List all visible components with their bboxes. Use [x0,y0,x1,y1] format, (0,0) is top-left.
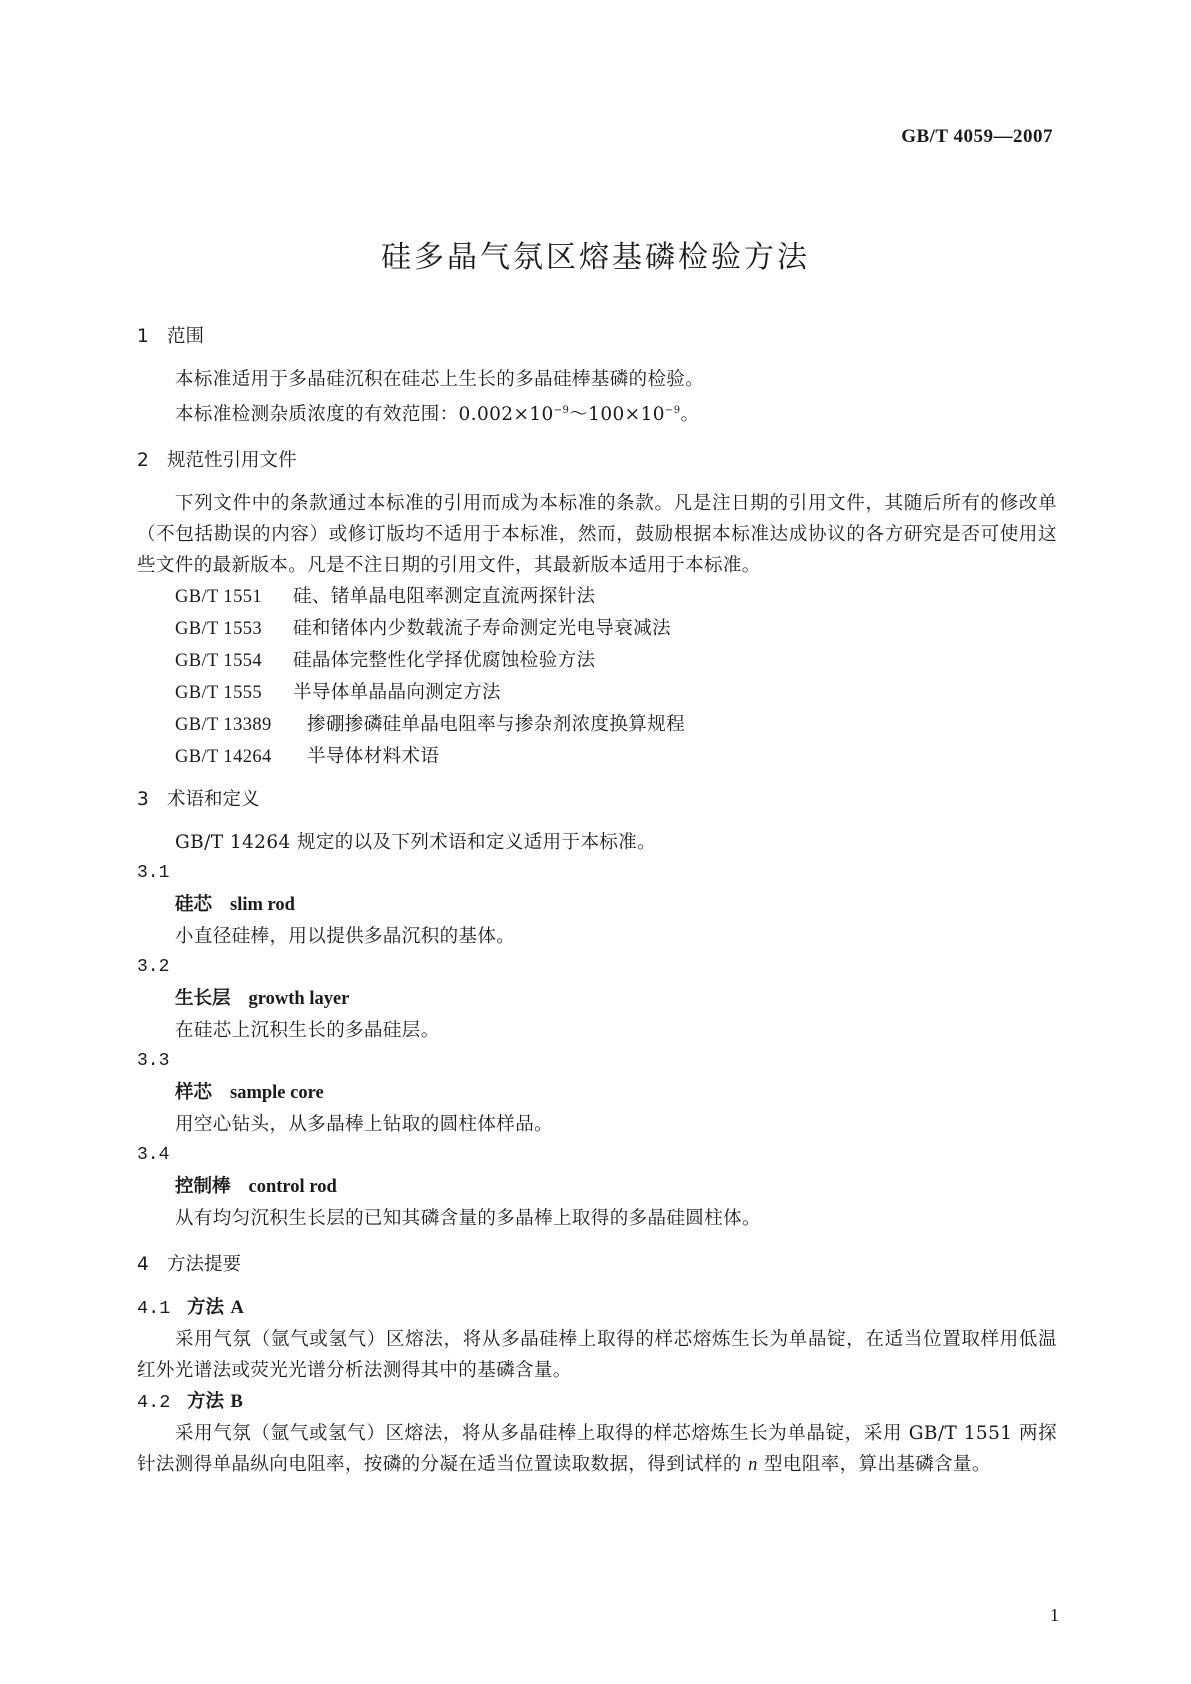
reference-item: GB/T 1553 硅和锗体内少数载流子寿命测定光电导衰减法 [175,618,672,639]
term-heading: 样芯 sample core [175,1082,324,1103]
term-definition: 在硅芯上沉积生长的多晶硅层。 [175,1020,440,1041]
page-number: 1 [1050,1605,1059,1625]
scope-paragraph-1: 本标准适用于多晶硅沉积在硅芯上生长的多晶硅棒基磷的检验。 [175,369,705,390]
term-definition: 用空心钻头，从多晶棒上钻取的圆柱体样品。 [175,1114,554,1135]
scope-paragraph-2: 本标准检测杂质浓度的有效范围：$0.002\times 10^{-9}\sim 100\times 10^{-9}$。 [175,404,700,425]
section-2-heading: 2 规范性引用文件 [137,450,297,471]
document-title: 硅多晶气氛区熔基磷检验方法 [381,240,810,275]
reference-item: GB/T 1555 半导体单晶晶向测定方法 [175,682,501,703]
reference-item: GB/T 1554 硅晶体完整性化学择优腐蚀检验方法 [175,650,596,671]
term-number: 3.3 [137,1051,170,1071]
method-b-paragraph: 采用气氛（氩气或氢气）区熔法，将从多晶硅棒上取得的样芯熔炼生长为单晶锭，采用 GB/T 1551 两探针法测得单晶纵向电阻率，按磷的分凝在适当位置读取数据，得到试样的 n 型电阻率，算出基磷含量。 [137,1423,1057,1475]
term-number: 3.1 [137,863,170,883]
standard-code: GB/T 4059—2007 [901,126,1053,147]
document-body [137,320,1057,1481]
subsection-4-2-heading: 4.2 方法 B [137,1391,243,1413]
term-definition: 从有均匀沉积生长层的已知其磷含量的多晶棒上取得的多晶硅圆柱体。 [175,1208,761,1229]
term-definition: 小直径硅棒，用以提供多晶沉积的基体。 [175,926,516,947]
normative-references-intro: 下列文件中的条款通过本标准的引用而成为本标准的条款。凡是注日期的引用文件，其随后所有的修改单（不包括勘误的内容）或修订版均不适用于本标准，然而，鼓励根据本标准达成协议的各方研究是否可使用这些文件的最新版本。凡是不注日期的引用文件，其最新版本适用于本标准。 [137,493,1057,576]
term-number: 3.4 [137,1145,170,1165]
reference-item: GB/T 1551 硅、锗单晶电阻率测定直流两探针法 [175,586,596,607]
reference-item: GB/T 14264 半导体材料术语 [175,746,440,767]
term-number: 3.2 [137,957,170,977]
section-3-heading: 3 术语和定义 [137,789,260,810]
subsection-4-1-heading: 4.1 方法 A [137,1297,244,1319]
reference-item: GB/T 13389 掺硼掺磷硅单晶电阻率与掺杂剂浓度换算规程 [175,714,686,735]
term-heading: 生长层 growth layer [175,988,350,1009]
section-1-heading: 1 范围 [137,326,205,347]
section-4-heading: 4 方法提要 [137,1254,242,1275]
method-a-paragraph: 采用气氛（氩气或氢气）区熔法，将从多晶硅棒上取得的样芯熔炼生长为单晶锭，在适当位置取样用低温红外光谱法或荧光光谱分析法测得其中的基磷含量。 [137,1329,1057,1381]
term-heading: 硅芯 slim rod [175,894,295,915]
term-heading: 控制棒 control rod [175,1176,337,1197]
terms-intro: GB/T 14264 规定的以及下列术语和定义适用于本标准。 [175,832,657,853]
